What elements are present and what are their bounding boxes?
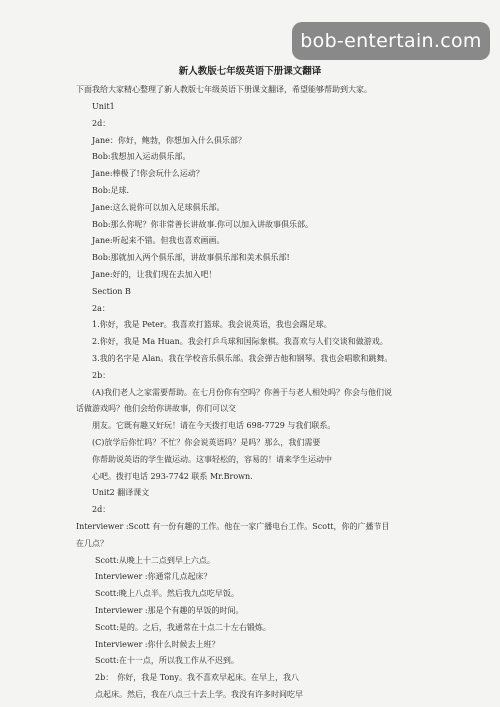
text-line: 2b： xyxy=(92,370,111,380)
text-line: Scott:从晚上十二点到早上六点。 xyxy=(95,555,215,565)
text-line: Unit1 xyxy=(92,102,115,111)
text-line: Jane:好的，让我们现在去加入吧！ xyxy=(92,269,217,279)
text-line: 心吧。拨打电话 293-7742 联系 Mr.Brown. xyxy=(92,471,253,481)
text-line: 2d： xyxy=(92,505,111,515)
text-line: Bob:我想加入运动俱乐部。 xyxy=(92,152,191,162)
text-line: 在几点？ xyxy=(76,538,108,548)
text-line: Scott:是的。之后，我通常在十点二十左右锻炼。 xyxy=(95,622,271,632)
watermark-banner xyxy=(292,22,490,60)
text-line: Interviewer :那是个有趣的早饭的时间。 xyxy=(95,605,244,615)
text-line: 3.我的名字是 Alan。我在学校音乐俱乐部。我会弹吉他和钢琴。我也会唱歌和跳舞。 xyxy=(92,353,393,363)
text-line: 2b： 你好，我是 Tony。我不喜欢早起床。在早上，我八 xyxy=(95,673,299,683)
text-line: Bob:那么你呢？你非常善长讲故事.你可以加入讲故事俱乐部。 xyxy=(92,219,314,229)
text-line: Bob:足球. xyxy=(92,185,130,195)
text-line: (C)放学后你忙吗？不忙？你会说英语吗？是吗？那么，我们需要 xyxy=(92,437,321,447)
text-line: Scott:在十一点，所以我工作从不迟到。 xyxy=(95,656,239,666)
intro-paragraph: 下面我给大家精心整理了新人教版七年级英语下册课文翻译，希望能够帮助到大家。 xyxy=(76,85,372,94)
text-line: Scott:晚上八点半。然后我九点吃早饭。 xyxy=(95,589,239,599)
text-line: 朋友。它既有趣又好玩！请在今天拨打电话 698-7729 与我们联系。 xyxy=(92,421,336,431)
text-line: 你帮助说英语的学生做运动。这事轻松的，容易的！请来学生运动中 xyxy=(92,454,332,464)
text-line: Interviewer :Scott 有一份有趣的工作。他在一家广播电台工作。Scott，你的广播节目 xyxy=(76,521,390,531)
watermark-text: bob-entertain.com xyxy=(300,30,482,52)
text-line: 2.你好，我是 Ma Huan。我会打乒乓球和国际象棋。我喜欢与人们交谈和做游戏。 xyxy=(92,337,388,347)
text-line: Jane:听起来不错。但我也喜欢画画。 xyxy=(92,236,225,246)
text-line: Section B xyxy=(92,286,131,296)
text-line: 点起床。然后，我在八点三十去上学。我没有许多时间吃早 xyxy=(95,689,303,699)
text-line: 2a： xyxy=(92,303,110,313)
text-line: Interviewer :你通常几点起床？ xyxy=(95,572,212,582)
text-line: Interviewer :你什么时候去上班？ xyxy=(95,639,220,649)
text-line: Bob:那就加入两个俱乐部，讲故事俱乐部和美术俱乐部! xyxy=(92,253,290,263)
text-line: 话做游戏吗？他们会给你讲故事，你们可以交 xyxy=(76,404,236,414)
document-body xyxy=(0,99,500,704)
text-line: Jane:这么说你可以加入足球俱乐部。 xyxy=(92,202,225,212)
text-line: (A)我们老人之家需要帮助。在七月份你有空吗？你善于与老人相处吗？你会与他们说 xyxy=(92,387,393,397)
text-line: 2d： xyxy=(92,118,111,128)
text-line: Jane：你好，鲍勃，你想加入什么俱乐部？ xyxy=(92,135,246,145)
text-line: Jane:棒极了!你会玩什么运动？ xyxy=(92,169,204,179)
text-line: Unit2 翻译课文 xyxy=(92,488,150,498)
page-title: 新人教版七年级英语下册课文翻译 xyxy=(178,66,322,77)
text-line: 1.你好，我是 Peter。我喜欢打篮球。我会说英语，我也会踢足球。 xyxy=(92,320,332,330)
